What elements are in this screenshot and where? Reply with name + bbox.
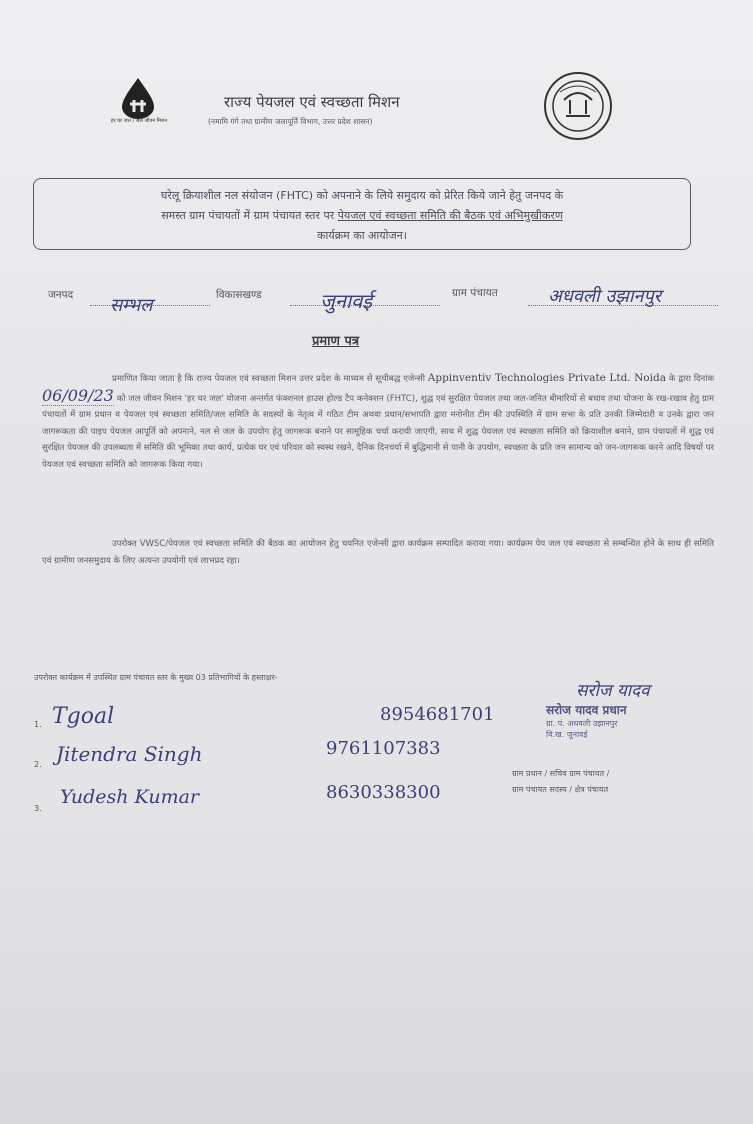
participant-signature: Yudesh Kumar	[60, 786, 200, 808]
agency-name: Appinventiv Technologies Private Ltd. Noida	[427, 372, 666, 384]
janpad-label: जनपद	[48, 289, 74, 301]
notice-line-1: घरेलू क्रियाशील नल संयोजन (FHTC) को अपनाने के लिये समुदाय को प्रेरित किये जाने हेतु जनपद के	[160, 189, 564, 202]
participants-intro: उपरोक्त कार्यक्रम में उपस्थित ग्राम पंचायत स्तर के मुख्य 03 प्रतिभागियों के हस्ताक्षर-	[34, 673, 278, 682]
janpad-value: सम्भल	[110, 295, 153, 316]
stamp-line-2: ग्रा. पं. अधवली उझानपुर	[546, 719, 618, 728]
participant-number: 2.	[34, 760, 42, 769]
participants-list	[34, 700, 514, 816]
stamp-line-3: वि.ख. जुनावई	[546, 730, 588, 739]
participant-row	[34, 700, 514, 736]
participant-phone: 8630338300	[326, 782, 441, 803]
caption-line-1: ग्राम प्रधान / सचिव ग्राम पंचायत /	[512, 769, 610, 778]
water-drop-logo-icon	[108, 76, 168, 140]
gram-panchayat-label: ग्राम पंचायत	[452, 287, 498, 299]
vikaskhand-label: विकासखण्ड	[216, 289, 262, 301]
para1-start: प्रमाणित किया जाता है कि राज्य पेयजल एवं स्वच्छता मिशन उत्तर प्रदेश के माध्यम से सूचीबद्ध एजेन्सी	[112, 374, 425, 384]
para2-text: उपरोक्त VWSC/पेयजल एवं स्वच्छता समिति की बैठक का आयोजन हेतु चयनित एजेन्सी द्वारा कार्यक्रम सम्पादित कराया गया। कार्यक्रम पेय जल एवं स्वच्छता से सम्बन्धित होने के साथ ही समिति एवं ग्रामीण जनसमुदाय के लिए अत्यन्त उपयोगी एवं लाभप्रद रहा।	[42, 539, 714, 566]
logo-caption: हर घर जल / जल जीवन मिशन	[110, 118, 168, 124]
up-government-seal-icon	[540, 70, 616, 142]
stamp-name: सरोज यादव प्रधान	[546, 703, 627, 717]
participant-signature: Jitendra Singh	[56, 742, 203, 766]
participant-signature: Tgoal	[52, 704, 115, 729]
program-date: 06/09/23	[42, 385, 114, 405]
certificate-paragraph-2	[42, 536, 714, 569]
certificate-title: प्रमाण पत्र	[312, 334, 360, 349]
signatory-signature: सरोज यादव	[576, 681, 650, 701]
notice-line-2-underlined: पेयजल एवं स्वच्छता समिति की बैठक एवं अभिमुखीकरण	[337, 209, 563, 222]
participant-number: 3.	[34, 804, 42, 813]
certificate-paragraph-1	[42, 370, 714, 473]
participant-phone: 9761107383	[326, 738, 441, 759]
participant-row	[34, 736, 514, 776]
caption-line-2: ग्राम पंचायत सदस्य / क्षेत्र पंचायत	[512, 785, 609, 794]
gram-panchayat-value: अधवली उझानपुर	[548, 286, 662, 307]
participant-row	[34, 776, 514, 816]
signatory-stamp	[546, 678, 706, 740]
mission-subtitle: (नमामि गंगे तथा ग्रामीण जलापूर्ति विभाग, उत्तर प्रदेश शासन)	[208, 117, 373, 126]
vikaskhand-value: जुनावई	[320, 289, 373, 313]
date-prefix: के द्वारा दिनांक	[668, 374, 714, 384]
mission-title: राज्य पेयजल एवं स्वच्छता मिशन	[224, 93, 400, 111]
para1-rest: को जल जीवन मिशन 'हर घर जल' योजना अन्तर्गत फंक्शनल हाउस होल्ड टैप कनेक्शन (FHTC), शुद्ध एवं सुरक्षित पेयजल तथा जल-जनित बीमारियों से बचाव तथा योजना के रख-रखाव हेतु ग्राम पंचायतों में ग्राम प्रधान व पेयजल एवं स्वच्छता समिति/जल समिति के सदस्यों के नेतृत्व में गठित टीम अथवा प्रधान/सभापति द्वारा मनोनीत टीम की उपस्थिति में ग्राम सभा के प्रति उनकी जिम्मेदारी व उनके द्वारा जन जागरूकता की पाइप पेयजल आपूर्ति को अपनाने, नल से जल के उपयोग हेतु जागरूक बनाने पर सामूहिक चर्चा करायी जाएगी, साथ में शुद्ध पेयजल एवं स्वच्छता समिति को क्रियाशील बनाने, ग्राम पंचायतों में शुद्ध एवं सुरक्षित पेयजल की उपलब्धता में समिति की भूमिका तथा कार्य, प्रत्येक घर एवं परिवार को स्वस्थ रखने, दैनिक दिनचर्या में बुद्धिमानी से पानी के उपयोग, स्वच्छता के प्रति जन सामान्य को जन-जागरूक करने आदि विषयों पर पेयजल एवं स्वच्छता समिति को जागरूक किया गया।	[42, 393, 715, 470]
notice-line-2	[44, 206, 680, 226]
signatory-caption	[512, 766, 712, 798]
participant-phone: 8954681701	[380, 704, 495, 725]
participant-number: 1.	[34, 720, 42, 729]
notice-line-2-plain: समस्त ग्राम पंचायतों में ग्राम पंचायत स्तर पर	[161, 209, 338, 222]
notice-text	[44, 186, 680, 246]
notice-line-3: कार्यक्रम का आयोजन।	[317, 229, 407, 242]
